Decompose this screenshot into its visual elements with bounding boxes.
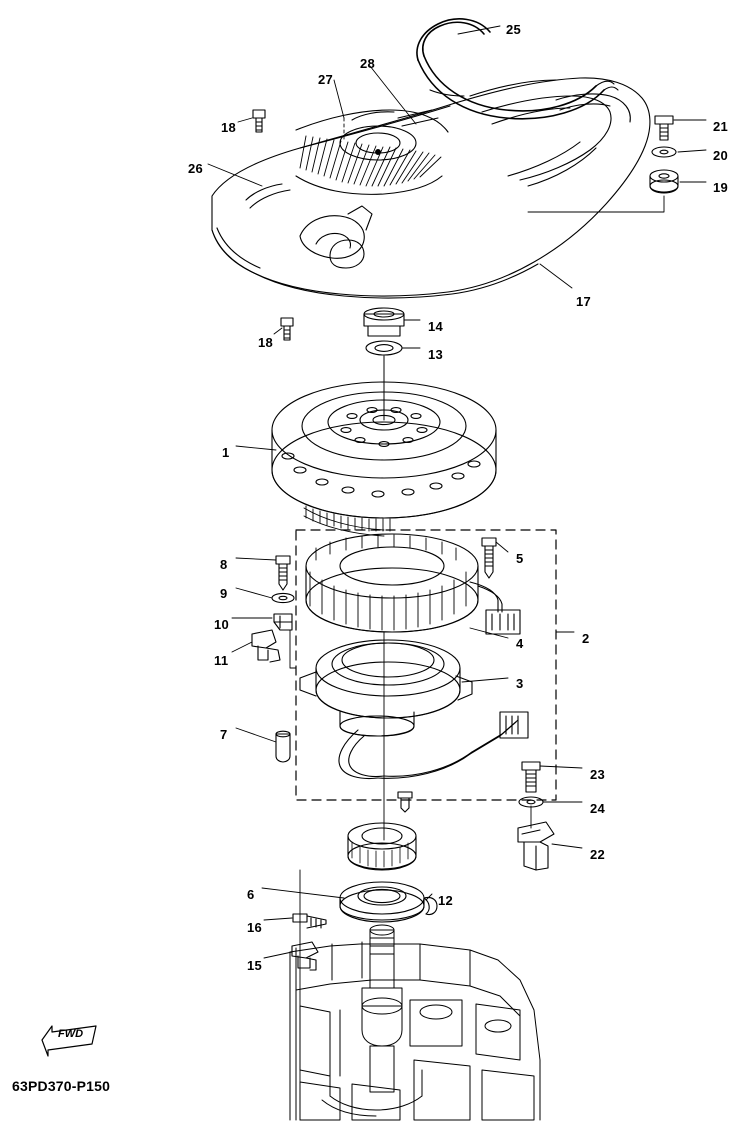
callout-14: 14 <box>428 319 444 334</box>
leader-lines <box>208 26 706 958</box>
callout-11: 11 <box>214 653 229 668</box>
bracket-11 <box>252 630 296 668</box>
diagram-code: 63PD370-P150 <box>12 1078 111 1094</box>
bolt-16 <box>293 914 326 928</box>
callout-12: 12 <box>438 893 454 908</box>
callout-22: 22 <box>590 847 606 862</box>
callout-24: 24 <box>590 801 606 816</box>
bolt-18-lower <box>281 318 293 340</box>
flywheel-cover-assembly <box>212 19 650 298</box>
callout-28: 28 <box>360 56 376 71</box>
callout-2: 2 <box>582 631 590 646</box>
callout-13: 13 <box>428 347 444 362</box>
washer-9 <box>272 593 294 602</box>
callout-10: 10 <box>214 617 230 632</box>
screw-5 <box>482 538 496 578</box>
callout-15: 15 <box>247 958 263 973</box>
plate-6 <box>340 882 424 922</box>
flywheel-rotor-1 <box>272 356 496 536</box>
callout-20: 20 <box>713 148 729 163</box>
callout-27: 27 <box>318 72 334 87</box>
callout-9: 9 <box>220 586 228 601</box>
callout-17: 17 <box>576 294 592 309</box>
callout-7: 7 <box>220 727 228 742</box>
bolt-23 <box>522 762 540 792</box>
callout-16: 16 <box>247 920 263 935</box>
callout-26: 26 <box>188 161 204 176</box>
callout-5: 5 <box>516 551 524 566</box>
callout-18-upper: 18 <box>221 120 237 135</box>
callout-1: 1 <box>222 445 230 460</box>
clamp-22 <box>518 806 554 870</box>
callout-23: 23 <box>590 767 606 782</box>
callout-18-lower: 18 <box>258 335 274 350</box>
grommet-19 <box>650 170 678 193</box>
washer-13 <box>366 341 402 355</box>
magneto-base-3 <box>300 632 528 840</box>
washer-24 <box>519 797 543 807</box>
clamp-10 <box>274 614 292 630</box>
washer-20 <box>652 147 676 157</box>
bolt-18-upper <box>253 110 265 132</box>
callout-4: 4 <box>516 636 524 651</box>
fwd-arrow-label: FWD <box>58 1028 84 1040</box>
callout-21: 21 <box>713 119 729 134</box>
callout-8: 8 <box>220 557 228 572</box>
callout-25: 25 <box>506 22 522 37</box>
stator-5 <box>306 534 520 634</box>
screw-8 <box>276 556 290 590</box>
callout-6: 6 <box>247 887 255 902</box>
bolt-21 <box>655 116 673 140</box>
callout-19: 19 <box>713 180 729 195</box>
drive-gear <box>348 823 416 870</box>
flywheel-nut-14 <box>364 308 404 336</box>
dowel-pin-7 <box>276 731 290 762</box>
callout-3: 3 <box>516 676 524 691</box>
